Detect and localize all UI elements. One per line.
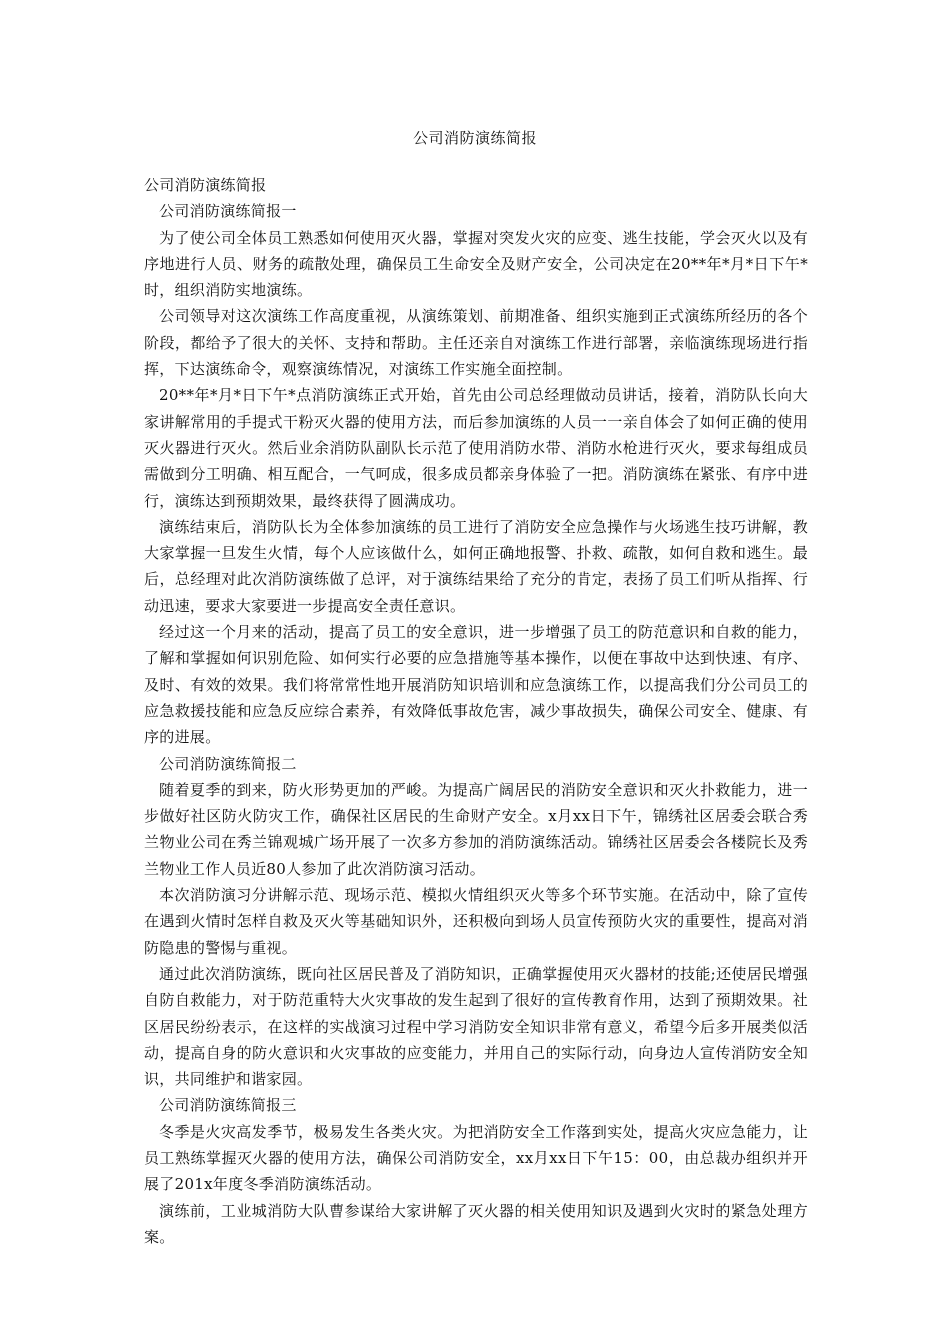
paragraph: 本次消防演习分讲解示范、现场示范、模拟火情组织灭火等多个环节实施。在活动中，除了宣传在遇到火情时怎样自救及灭火等基础知识外，还积极向到场人员宣传预防火灾的重要性，提高对消防隐患的警惕与重视。 xyxy=(144,886,808,957)
paragraph: 为了使公司全体员工熟悉如何使用灭火器，掌握对突发火灾的应变、逃生技能，学会灭火以及有序地进行人员、财务的疏散处理，确保员工生命安全及财产安全，公司决定在20**年*月*日下午*时，组织消防实地演练。 xyxy=(144,228,808,300)
paragraph: 通过此次消防演练，既向社区居民普及了消防知识，正确掌握使用灭火器材的技能;还使居民增强自防自救能力，对于防范重特大火灾事故的发生起到了很好的宣传教育作用，达到了预期效果。社区居民纷纷表示，在这样的实战演习过程中学习消防安全知识非常有意义，希望今后多开展类似活动，提高自身的防火意识和火灾事故的应变能力，并用自己的实际行动，向身边人宣传消防安全知识，共同维护和谐家园。 xyxy=(144,964,808,1089)
paragraph: 演练前，工业城消防大队曹参谋给大家讲解了灭火器的相关使用知识及遇到火灾时的紧急处理方案。 xyxy=(144,1201,808,1246)
document-body xyxy=(144,172,808,1250)
document-heading: 公司消防演练简报 xyxy=(144,176,267,194)
document-title: 公司消防演练简报 xyxy=(412,129,537,147)
paragraph: 经过这一个月来的活动，提高了员工的安全意识，进一步增强了员工的防范意识和自救的能力，了解和掌握如何识别危险、如何实行必要的应急措施等基本操作，以便在事故中达到快速、有序、及时、有效的效果。我们将常常性地开展消防知识培训和应急演练工作，以提高我们分公司员工的应急救援技能和应急反应综合素养，有效降低事故危害，减少事故损失，确保公司安全、健康、有序的进展。 xyxy=(144,623,808,747)
paragraph: 20**年*月*日下午*点消防演练正式开始，首先由公司总经理做动员讲话，接着，消防队长向大家讲解常用的手提式干粉灭火器的使用方法，而后参加演练的人员一一亲自体会了如何正确的使用灭火器进行灭火。然后业余消防队副队长示范了使用消防水带、消防水枪进行灭火，要求每组成员需做到分工明确、相互配合，一气呵成，很多成员都亲身体验了一把。消防演练在紧张、有序中进行，演练达到预期效果，最终获得了圆满成功。 xyxy=(144,386,808,510)
section-heading-3: 公司消防演练简报三 xyxy=(159,1096,297,1115)
paragraph: 演练结束后，消防队长为全体参加演练的员工进行了消防安全应急操作与火场逃生技巧讲解，教大家掌握一旦发生火情，每个人应该做什么，如何正确地报警、扑救、疏散，如何自救和逃生。最后，总经理对此次消防演练做了总评，对于演练结果给了充分的肯定，表扬了员工们听从指挥、行动迅速，要求大家要进一步提高安全责任意识。 xyxy=(144,517,808,615)
section-heading-2: 公司消防演练简报二 xyxy=(159,754,297,773)
section-heading-1: 公司消防演练简报一 xyxy=(159,202,297,221)
paragraph: 随着夏季的到来，防火形势更加的严峻。为提高广阔居民的消防安全意识和灭火扑救能力，进一步做好社区防火防灾工作，确保社区居民的生命财产安全。x月xx日下午，锦绣社区居委会联合秀兰物业公司在秀兰锦观城广场开展了一次多方参加的消防演练活动。锦绣社区居委会各楼院长及秀兰物业工作人员近80人参加了此次消防演习活动。 xyxy=(144,780,808,878)
paragraph: 公司领导对这次演练工作高度重视，从演练策划、前期准备、组织实施到正式演练所经历的各个阶段，都给予了很大的关怀、支持和帮助。主任还亲自对演练工作进行部署，亲临演练现场进行指挥，下达演练命令，观察演练情况，对演练工作实施全面控制。 xyxy=(144,307,808,379)
paragraph: 冬季是火灾高发季节，极易发生各类火灾。为把消防安全工作落到实处，提高火灾应急能力，让员工熟练掌握灭火器的使用方法，确保公司消防安全，xx月xx日下午15：00，由总裁办组织并开展了201x年度冬季消防演练活动。 xyxy=(144,1122,808,1194)
